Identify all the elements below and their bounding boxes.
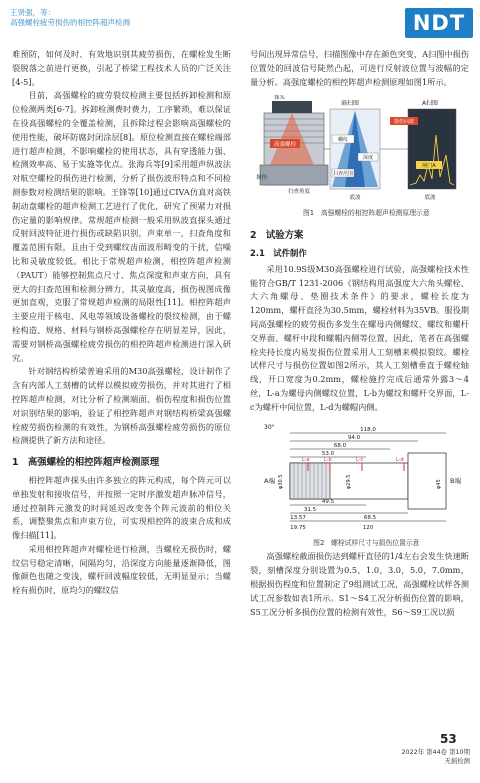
figure-1-diagram	[250, 95, 469, 207]
label-depth: 深度	[362, 155, 374, 162]
section-heading: 2 试验方案	[250, 230, 304, 242]
figure-1	[250, 95, 469, 207]
figure-2	[250, 419, 469, 537]
label-bottom: 底波	[349, 195, 361, 202]
label-panel-a: A扫图	[421, 100, 439, 108]
right-column	[250, 48, 469, 619]
dim-118: 118.0	[360, 426, 376, 433]
dim-49-5: 49.5	[321, 498, 335, 505]
label-base-wave: 底波	[424, 195, 436, 202]
label-gate: 闸门A	[422, 163, 436, 170]
journal-logo	[405, 8, 473, 38]
figure-2-diagram	[250, 419, 469, 537]
footer-issue: 2022年 第44卷 第10期	[401, 748, 470, 756]
paragraph: 号间出现异常信号，扫描图像中存在颜色突变，A扫图中损伤位置处的回波信号陡然凸起，可进行反射波位置与波幅的定量分析。高强度螺栓的相控阵超声检测原理如图1所示。	[250, 49, 469, 87]
paragraph: 采用相控阵超声对螺栓进行检测，当螺栓无损伤时，螺纹信号稳定清晰，间隔均匀，沿深度方向能量逐渐降低，图像颜色也随之变浅，螺杆回波幅度较低，无明显显示；当螺栓有损伤时，原均匀的螺纹信	[12, 543, 231, 596]
subsection-heading: 2.1 试件制作	[250, 247, 307, 258]
label-dia-mid: φ29.5	[346, 474, 352, 489]
dim-94: 94.0	[347, 434, 361, 441]
label-angle: 30°	[264, 423, 275, 431]
label-end-b: B端	[450, 476, 461, 485]
paragraph: 目前，高强螺栓的疲劳裂纹检测主要包括拆卸检测和原位检测两类[6-7]。拆卸检测费时费力，工序繁琐，难以保证在役高强螺栓的全覆盖检测，且拆除过程会影响高强螺栓的使用性能，破坏防腐封闭涂层[8]。原位检测直接在螺栓端部进行超声检测，不影响螺栓的使用状态，具有穿透能力强、检测效率高、易于实施等优点。张海兵等[9]采用超声纵波法对航空螺栓的损伤进行检测，分析了损伤波形特点和不同检测参数对检测结果的影响。王锋等[10]通过CIVA仿真对高铁制动盘螺栓的超声检测工艺进行了优化，研究了预紧力对损伤定量的影响规律。常规超声检测一般采用纵波直探头通过反射回波特征进行损伤或缺陷识别，声束单一，扫查角度和覆盖范围有限，且由于受到螺纹齿面波形畸变的干扰，信噪比和灵敏度较低。相比于常规超声检测，相控阵超声检测（PAUT）能够控制焦点尺寸、焦点深度和声束方向，具有更大的扫查范围和检测分辨力，其灵敏度高，损伤视图成像更加直观，克服了常规超声检测的局限性[11]。相控阵超声主要应用于核电、风电等领域设备螺栓的裂纹检测，由于螺栓构造、规格、材料与钢桥高强螺栓存在明显差异，因此，需要对钢桥高强螺栓疲劳损伤的相控阵超声检测进行深入研究。	[12, 90, 231, 363]
label-probe: 探头	[274, 95, 286, 102]
label-L-a: L-a	[302, 456, 310, 463]
probe-shape	[272, 101, 312, 113]
label-sweep: 扫查范围	[332, 171, 354, 178]
paragraph: 针对钢结构桥梁普遍采用的M30高强螺栓，设计制作了含有内部人工刻槽的试样以模拟疲劳损伤，并对其进行了相控阵超声检测，对比分析了检测端面、损伤程度和损伤位置对识别结果的影响，验证了相控阵超声对钢结构桥梁高强螺栓疲劳损伤检测的有效性，为钢桥高强螺栓疲劳损伤的原位检测提供了新方法和途径。	[12, 366, 231, 446]
logo-text: NDT	[412, 11, 466, 35]
left-column	[12, 48, 231, 598]
label-L-c: L-c	[356, 456, 364, 463]
label-thread: 螺纹	[337, 137, 349, 144]
dim-53: 53.0	[321, 450, 335, 457]
figure-1-caption: 图1 高强螺栓的相控阵超声检测原理示意	[302, 209, 430, 218]
paragraph: 采用10.9S级M30高强螺栓进行试验，高强螺栓技术性能符合GB/T 1231-2006《钢结构用高强度大六角头螺栓、大六角螺母、垫圈技术条件》的要求，螺栓长度为120mm，螺杆直径为30.5mm，螺栓材料为35VB。服役期间高强螺栓的疲劳损伤多发生在螺母内侧螺纹、螺纹和螺杆交界面、螺杆中段和螺帽内侧等位置，因此，笔者在高强螺栓夹持长度内易发损伤位置采用人工刻槽来模拟裂纹。螺栓试样尺寸与损伤位置如图2所示，其人工刻槽垂直于螺栓轴线，开口宽度为0.2mm，螺栓施拧完成后通常外露3～4丝，L-a为螺母内侧螺纹位置，L-b为螺纹和螺杆交界面，L-c为螺杆中间位置，L-d为螺帽内侧。	[250, 263, 469, 412]
label-L-d: L-d	[396, 456, 404, 463]
dim-68: 68.0	[333, 442, 347, 449]
dim-31-5: 31.5	[303, 506, 317, 513]
figure-2-caption: 图2 螺栓试样尺寸与损伤位置示意	[313, 538, 420, 547]
label-panel-s: 扇扫图	[340, 100, 360, 108]
dim-120: 120	[362, 524, 374, 531]
footer-journal: 无损检测	[444, 757, 470, 765]
page-footer	[320, 748, 470, 766]
label-dia-left: φ30.5	[278, 474, 284, 489]
running-header	[10, 8, 130, 28]
label-defect-wave: 损伤回波	[393, 119, 415, 126]
paragraph: 相控阵超声探头由许多独立的阵元构成，每个阵元可以单独发射和接收信号，并按照一定时序激发超声脉冲信号，通过控制阵元激发的时间延迟改变各个阵元波前的相位关系，调整聚焦点和声束方位，可实现相控阵的波束合成和成像扫描[11]。	[12, 474, 231, 541]
dim-68-5: 68.5	[363, 514, 377, 521]
label-scan-range: 扫查角度	[288, 189, 311, 196]
bolt-head	[260, 165, 328, 185]
page-number: 53	[440, 732, 457, 746]
dim-13-57: 13.57	[290, 514, 306, 521]
header-authors: 王贤强，等：	[10, 8, 55, 17]
label-L-b: L-b	[324, 456, 332, 463]
label-bolt: 高强螺栓	[273, 142, 297, 149]
label-dia-right: φ45	[436, 478, 442, 489]
header-title: 高强螺栓疲劳损伤的相控阵超声检测	[10, 18, 130, 27]
paragraph: 高强螺栓截面损伤达到螺杆直径的1/4左右会发生快速断裂，刻槽深度分别设置为0.5，1.0，3.0，5.0，7.0mm，根据损伤程度和位置制定了9组测试工况，高强螺栓试样各测试工况参数如表1所示。S1～S4工况分析损伤位置的影响，S5工况分析多损伤位置的检测有效性，S6～S9工况以损	[250, 551, 469, 617]
paragraph: 难预防，如何及时、有效地识别其疲劳损伤，在螺栓发生断裂脱落之前进行更换，引起了桥梁工程技术人员的广泛关注[4-5]。	[12, 49, 231, 87]
label-end-a: A端	[264, 476, 275, 485]
dim-19-75: 19.75	[290, 524, 306, 531]
section-heading: 1 高强螺栓的相控阵超声检测原理	[12, 457, 160, 469]
label-damage: 损伤	[256, 175, 268, 182]
